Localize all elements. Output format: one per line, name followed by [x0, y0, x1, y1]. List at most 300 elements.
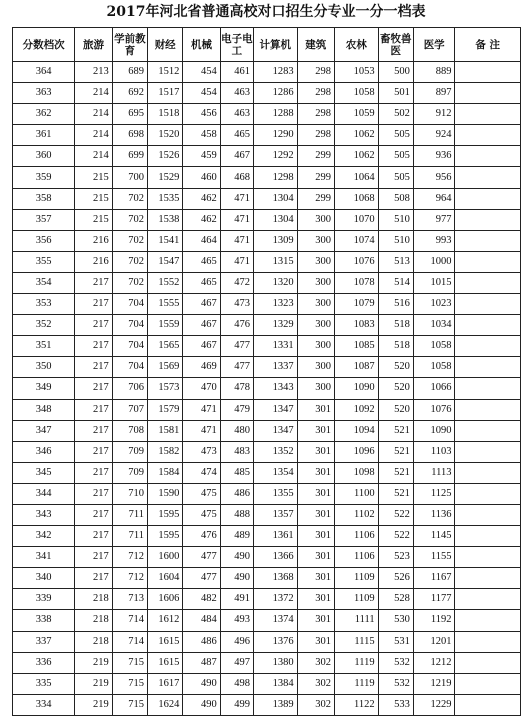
table-cell: 471 — [183, 399, 220, 420]
table-cell: 956 — [413, 167, 455, 188]
table-cell: 300 — [297, 272, 334, 293]
table-cell: 469 — [183, 357, 220, 378]
table-cell: 340 — [13, 568, 75, 589]
table-cell: 1555 — [148, 294, 183, 315]
table-cell — [455, 547, 521, 568]
table-cell: 497 — [220, 652, 253, 673]
table-cell: 470 — [183, 378, 220, 399]
table-cell: 520 — [378, 378, 413, 399]
table-cell — [455, 167, 521, 188]
table-cell: 354 — [13, 272, 75, 293]
table-cell: 521 — [378, 483, 413, 504]
table-cell: 1119 — [334, 673, 378, 694]
table-cell: 521 — [378, 420, 413, 441]
table-cell: 704 — [112, 336, 147, 357]
table-cell: 302 — [297, 673, 334, 694]
table-cell: 301 — [297, 526, 334, 547]
column-header: 农林 — [334, 28, 378, 62]
table-cell: 217 — [75, 294, 112, 315]
table-cell: 1518 — [148, 104, 183, 125]
table-cell: 1212 — [413, 652, 455, 673]
table-cell — [455, 526, 521, 547]
table-cell — [455, 694, 521, 715]
table-row — [13, 462, 521, 483]
table-cell: 490 — [220, 568, 253, 589]
table-cell: 1298 — [253, 167, 297, 188]
table-cell: 912 — [413, 104, 455, 125]
table-cell: 505 — [378, 125, 413, 146]
table-cell: 477 — [220, 357, 253, 378]
table-row — [13, 568, 521, 589]
table-cell: 300 — [297, 294, 334, 315]
table-cell: 1520 — [148, 125, 183, 146]
table-row — [13, 167, 521, 188]
table-cell: 491 — [220, 589, 253, 610]
table-cell: 351 — [13, 336, 75, 357]
table-cell: 219 — [75, 673, 112, 694]
table-cell — [455, 188, 521, 209]
table-cell: 1538 — [148, 209, 183, 230]
table-cell: 1565 — [148, 336, 183, 357]
table-row — [13, 209, 521, 230]
table-cell: 526 — [378, 568, 413, 589]
table-cell: 487 — [183, 652, 220, 673]
table-cell: 300 — [297, 357, 334, 378]
table-cell: 1062 — [334, 125, 378, 146]
table-cell — [455, 357, 521, 378]
table-cell: 301 — [297, 483, 334, 504]
table-cell: 350 — [13, 357, 75, 378]
table-cell: 298 — [297, 104, 334, 125]
score-distribution-table — [12, 27, 521, 716]
table-cell: 490 — [183, 673, 220, 694]
table-cell — [455, 83, 521, 104]
table-cell: 516 — [378, 294, 413, 315]
table-cell: 1624 — [148, 694, 183, 715]
table-cell: 510 — [378, 209, 413, 230]
table-cell: 344 — [13, 483, 75, 504]
table-cell: 459 — [183, 146, 220, 167]
table-cell: 454 — [183, 62, 220, 83]
table-cell: 463 — [220, 104, 253, 125]
table-cell: 1615 — [148, 631, 183, 652]
table-cell: 302 — [297, 652, 334, 673]
table-cell: 338 — [13, 610, 75, 631]
table-cell: 1579 — [148, 399, 183, 420]
table-cell: 301 — [297, 462, 334, 483]
table-row — [13, 336, 521, 357]
table-cell: 1076 — [334, 251, 378, 272]
table-cell: 473 — [183, 441, 220, 462]
table-cell: 709 — [112, 462, 147, 483]
table-cell: 1323 — [253, 294, 297, 315]
table-cell: 299 — [297, 188, 334, 209]
table-cell: 1034 — [413, 315, 455, 336]
table-cell — [455, 504, 521, 525]
table-cell: 471 — [220, 188, 253, 209]
table-cell: 1111 — [334, 610, 378, 631]
table-cell: 218 — [75, 610, 112, 631]
table-cell: 520 — [378, 399, 413, 420]
table-cell: 924 — [413, 125, 455, 146]
table-cell — [455, 125, 521, 146]
table-cell: 1100 — [334, 483, 378, 504]
table-cell: 342 — [13, 526, 75, 547]
table-cell: 1074 — [334, 230, 378, 251]
table-cell: 702 — [112, 251, 147, 272]
table-cell: 1582 — [148, 441, 183, 462]
table-cell: 301 — [297, 504, 334, 525]
table-cell: 335 — [13, 673, 75, 694]
table-cell: 347 — [13, 420, 75, 441]
table-cell: 897 — [413, 83, 455, 104]
table-cell: 1115 — [334, 631, 378, 652]
table-cell: 214 — [75, 104, 112, 125]
table-cell: 217 — [75, 315, 112, 336]
table-cell: 1292 — [253, 146, 297, 167]
table-row — [13, 104, 521, 125]
table-cell: 1058 — [334, 83, 378, 104]
table-cell: 709 — [112, 441, 147, 462]
table-cell — [455, 483, 521, 504]
table-cell: 936 — [413, 146, 455, 167]
table-cell: 1612 — [148, 610, 183, 631]
table-cell: 465 — [183, 251, 220, 272]
table-cell: 1352 — [253, 441, 297, 462]
table-cell: 1125 — [413, 483, 455, 504]
table-cell: 1304 — [253, 209, 297, 230]
table-cell: 298 — [297, 83, 334, 104]
table-cell: 301 — [297, 399, 334, 420]
table-cell: 1380 — [253, 652, 297, 673]
table-cell — [455, 209, 521, 230]
table-cell: 1617 — [148, 673, 183, 694]
table-cell: 301 — [297, 547, 334, 568]
table-cell: 493 — [220, 610, 253, 631]
table-cell: 1368 — [253, 568, 297, 589]
table-cell: 341 — [13, 547, 75, 568]
table-cell: 217 — [75, 441, 112, 462]
table-cell: 488 — [220, 504, 253, 525]
table-cell: 702 — [112, 230, 147, 251]
table-cell: 1119 — [334, 652, 378, 673]
table-cell: 1590 — [148, 483, 183, 504]
column-header: 畜牧兽医 — [378, 28, 413, 62]
table-cell: 1552 — [148, 272, 183, 293]
table-cell: 1103 — [413, 441, 455, 462]
table-cell: 532 — [378, 652, 413, 673]
table-row — [13, 62, 521, 83]
table-cell: 1192 — [413, 610, 455, 631]
table-cell: 1529 — [148, 167, 183, 188]
table-cell: 358 — [13, 188, 75, 209]
table-cell: 514 — [378, 272, 413, 293]
table-cell: 1569 — [148, 357, 183, 378]
table-cell: 1079 — [334, 294, 378, 315]
table-cell: 1315 — [253, 251, 297, 272]
table-cell — [455, 294, 521, 315]
table-cell: 477 — [183, 547, 220, 568]
table-cell — [455, 251, 521, 272]
table-row — [13, 610, 521, 631]
table-cell: 217 — [75, 526, 112, 547]
table-cell — [455, 272, 521, 293]
column-header: 财经 — [148, 28, 183, 62]
table-cell — [455, 652, 521, 673]
table-cell: 467 — [183, 315, 220, 336]
table-cell: 359 — [13, 167, 75, 188]
table-cell: 1229 — [413, 694, 455, 715]
table-cell: 217 — [75, 336, 112, 357]
table-cell: 474 — [183, 462, 220, 483]
table-cell — [455, 230, 521, 251]
table-cell: 1066 — [413, 378, 455, 399]
table-cell: 346 — [13, 441, 75, 462]
table-cell: 334 — [13, 694, 75, 715]
table-cell: 477 — [220, 336, 253, 357]
table-row — [13, 125, 521, 146]
table-cell: 1581 — [148, 420, 183, 441]
table-cell: 1090 — [334, 378, 378, 399]
table-cell: 301 — [297, 568, 334, 589]
table-cell — [455, 441, 521, 462]
table-cell: 1541 — [148, 230, 183, 251]
table-cell: 1389 — [253, 694, 297, 715]
table-cell: 462 — [183, 188, 220, 209]
table-cell: 467 — [183, 336, 220, 357]
table-cell: 518 — [378, 315, 413, 336]
table-cell: 993 — [413, 230, 455, 251]
table-cell — [455, 146, 521, 167]
table-cell: 465 — [183, 272, 220, 293]
table-cell: 977 — [413, 209, 455, 230]
table-cell: 479 — [220, 399, 253, 420]
column-header: 分数档次 — [13, 28, 75, 62]
table-cell: 520 — [378, 357, 413, 378]
table-cell: 486 — [183, 631, 220, 652]
table-cell: 1584 — [148, 462, 183, 483]
table-cell: 1098 — [334, 462, 378, 483]
table-cell: 522 — [378, 526, 413, 547]
table-cell: 1109 — [334, 568, 378, 589]
table-cell: 213 — [75, 62, 112, 83]
table-cell: 1331 — [253, 336, 297, 357]
table-row — [13, 378, 521, 399]
table-cell: 1535 — [148, 188, 183, 209]
table-cell: 301 — [297, 441, 334, 462]
table-cell: 1167 — [413, 568, 455, 589]
table-cell: 518 — [378, 336, 413, 357]
table-cell: 889 — [413, 62, 455, 83]
table-cell: 496 — [220, 631, 253, 652]
table-cell: 502 — [378, 104, 413, 125]
table-cell: 1615 — [148, 652, 183, 673]
table-cell: 689 — [112, 62, 147, 83]
table-cell: 1343 — [253, 378, 297, 399]
table-cell: 217 — [75, 462, 112, 483]
table-cell: 1600 — [148, 547, 183, 568]
table-cell: 482 — [183, 589, 220, 610]
table-cell: 1283 — [253, 62, 297, 83]
table-cell: 216 — [75, 230, 112, 251]
table-row — [13, 526, 521, 547]
table-cell: 471 — [220, 230, 253, 251]
table-cell: 349 — [13, 378, 75, 399]
table-cell: 702 — [112, 272, 147, 293]
table-cell: 505 — [378, 146, 413, 167]
table-cell: 964 — [413, 188, 455, 209]
table-cell: 490 — [220, 547, 253, 568]
table-cell: 1078 — [334, 272, 378, 293]
table-cell: 1136 — [413, 504, 455, 525]
table-cell: 475 — [183, 483, 220, 504]
table-cell: 299 — [297, 146, 334, 167]
table-cell: 462 — [183, 209, 220, 230]
table-cell: 1573 — [148, 378, 183, 399]
table-cell — [455, 315, 521, 336]
table-cell: 1064 — [334, 167, 378, 188]
table-cell: 1090 — [413, 420, 455, 441]
table-cell — [455, 631, 521, 652]
table-cell — [455, 610, 521, 631]
table-cell: 530 — [378, 610, 413, 631]
table-cell: 300 — [297, 209, 334, 230]
table-cell: 468 — [220, 167, 253, 188]
table-cell: 353 — [13, 294, 75, 315]
table-cell: 217 — [75, 420, 112, 441]
table-cell: 460 — [183, 167, 220, 188]
table-cell: 699 — [112, 146, 147, 167]
table-cell: 715 — [112, 673, 147, 694]
table-row — [13, 652, 521, 673]
table-cell: 471 — [220, 251, 253, 272]
table-cell: 1000 — [413, 251, 455, 272]
table-cell: 1512 — [148, 62, 183, 83]
table-cell: 1219 — [413, 673, 455, 694]
table-cell: 486 — [220, 483, 253, 504]
table-cell: 500 — [378, 62, 413, 83]
table-cell: 218 — [75, 631, 112, 652]
table-cell: 214 — [75, 83, 112, 104]
table-cell: 1085 — [334, 336, 378, 357]
table-cell: 1374 — [253, 610, 297, 631]
table-cell: 217 — [75, 483, 112, 504]
table-cell: 1059 — [334, 104, 378, 125]
table-cell: 362 — [13, 104, 75, 125]
table-cell: 1366 — [253, 547, 297, 568]
table-cell: 712 — [112, 568, 147, 589]
table-cell: 454 — [183, 83, 220, 104]
table-cell: 456 — [183, 104, 220, 125]
table-cell: 706 — [112, 378, 147, 399]
table-row — [13, 631, 521, 652]
table-cell: 1076 — [413, 399, 455, 420]
table-cell: 501 — [378, 83, 413, 104]
table-cell: 339 — [13, 589, 75, 610]
table-cell: 1347 — [253, 399, 297, 420]
table-cell: 523 — [378, 547, 413, 568]
table-cell: 463 — [220, 83, 253, 104]
table-cell: 1087 — [334, 357, 378, 378]
table-row — [13, 188, 521, 209]
table-cell: 343 — [13, 504, 75, 525]
table-cell: 1309 — [253, 230, 297, 251]
table-cell: 360 — [13, 146, 75, 167]
table-cell: 698 — [112, 125, 147, 146]
table-cell: 357 — [13, 209, 75, 230]
table-cell: 217 — [75, 504, 112, 525]
table-cell: 521 — [378, 462, 413, 483]
column-header: 建筑 — [297, 28, 334, 62]
table-cell: 356 — [13, 230, 75, 251]
table-row — [13, 146, 521, 167]
table-cell: 1106 — [334, 547, 378, 568]
table-cell: 475 — [183, 504, 220, 525]
table-cell: 336 — [13, 652, 75, 673]
table-cell: 1058 — [413, 357, 455, 378]
table-cell: 1015 — [413, 272, 455, 293]
table-cell: 361 — [13, 125, 75, 146]
table-cell: 217 — [75, 547, 112, 568]
table-cell: 215 — [75, 188, 112, 209]
table-cell: 1109 — [334, 589, 378, 610]
table-cell: 1286 — [253, 83, 297, 104]
table-cell: 1096 — [334, 441, 378, 462]
table-cell: 533 — [378, 694, 413, 715]
table-cell: 473 — [220, 294, 253, 315]
table-cell: 337 — [13, 631, 75, 652]
table-cell: 467 — [220, 146, 253, 167]
table-row — [13, 441, 521, 462]
column-header: 医学 — [413, 28, 455, 62]
table-cell: 708 — [112, 420, 147, 441]
table-cell: 480 — [220, 420, 253, 441]
table-cell: 1320 — [253, 272, 297, 293]
table-cell: 472 — [220, 272, 253, 293]
table-cell: 219 — [75, 694, 112, 715]
table-cell: 1070 — [334, 209, 378, 230]
table-cell: 505 — [378, 167, 413, 188]
table-cell — [455, 673, 521, 694]
table-row — [13, 420, 521, 441]
table-cell: 298 — [297, 62, 334, 83]
table-cell: 1547 — [148, 251, 183, 272]
table-cell: 215 — [75, 167, 112, 188]
table-cell: 215 — [75, 209, 112, 230]
table-cell: 531 — [378, 631, 413, 652]
table-cell: 464 — [183, 230, 220, 251]
table-cell: 471 — [183, 420, 220, 441]
table-cell: 216 — [75, 251, 112, 272]
table-cell: 218 — [75, 589, 112, 610]
table-cell: 471 — [220, 209, 253, 230]
table-cell: 1337 — [253, 357, 297, 378]
table-row — [13, 673, 521, 694]
table-row — [13, 83, 521, 104]
table-cell: 1094 — [334, 420, 378, 441]
table-cell: 1023 — [413, 294, 455, 315]
table-cell: 352 — [13, 315, 75, 336]
table-cell: 510 — [378, 230, 413, 251]
table-cell: 1604 — [148, 568, 183, 589]
table-cell: 301 — [297, 589, 334, 610]
table-cell: 484 — [183, 610, 220, 631]
table-cell: 465 — [220, 125, 253, 146]
table-cell: 1357 — [253, 504, 297, 525]
table-cell: 499 — [220, 694, 253, 715]
table-cell: 711 — [112, 526, 147, 547]
table-cell: 710 — [112, 483, 147, 504]
